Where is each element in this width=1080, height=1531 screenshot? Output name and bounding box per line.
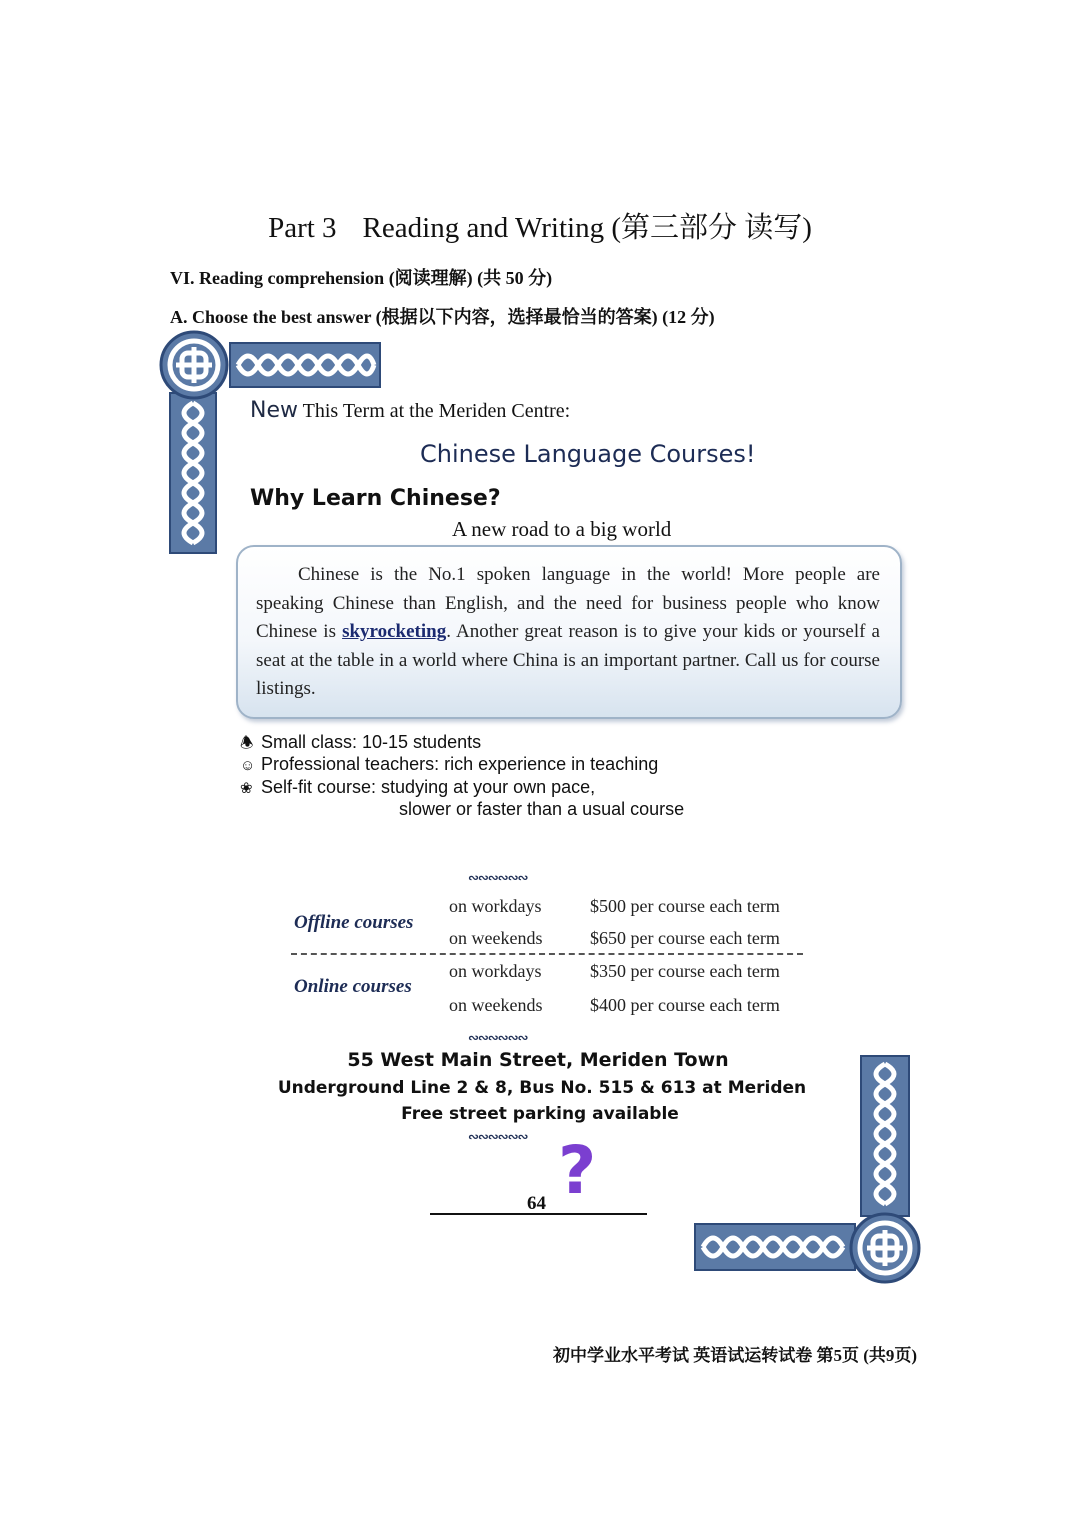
price-row-price: $650 per course each term [590,928,780,948]
smiley-icon: ☺ [240,757,256,774]
subsection-heading: A. Choose the best answer (根据以下内容，选择最恰当的答案) (12 分) [170,307,715,327]
part-label: Part 3 [268,212,337,244]
wave-divider: ∾∾∾∾∾∾ [468,1031,528,1046]
feature-text: Small class: 10-15 students [261,732,482,752]
info-box [236,545,902,719]
feature-self-fit [240,777,595,798]
page-footer: 初中学业水平考试 英语试运转试卷 第5页 (共9页) [553,1346,918,1365]
price-row-price: $400 per course each term [590,995,780,1015]
feature-text: Professional teachers: rich experience in teaching [261,754,659,774]
online-courses-label: Online courses [294,976,412,997]
answer-blank-line [430,1213,647,1215]
price-row-day: on weekends [449,928,543,948]
paragraph-text-cont: . Another great reason is to give your kids or yourself a seat at the table in a world where China is an important partner. Call us for course listings. [256,621,880,699]
info-paragraph [256,561,880,704]
part-heading: Reading and Writing (第三部分 读写) [362,212,812,244]
bell-icon: 🕭 [240,735,254,752]
ad-title: Chinese Language Courses! [420,440,756,468]
offline-courses-label: Offline courses [294,912,414,933]
section-heading: VI. Reading comprehension (阅读理解) (共 50 分) [170,268,553,288]
question-mark-icon: ? [558,1132,597,1209]
part-title [0,205,1080,246]
paragraph-text: Chinese is the No.1 spoken language in the world! More people are speaking Chinese than English, and the need for business people who know Chinese is [256,564,880,642]
flower-icon: ❀ [240,780,253,797]
why-title: Why Learn Chinese? [250,486,501,511]
why-subtitle: A new road to a big world [452,517,672,541]
feature-teachers [240,754,658,775]
blank-number: 64 [527,1193,546,1214]
parking-info: Free street parking available [401,1104,679,1124]
transport-info: Underground Line 2 & 8, Bus No. 515 & 613 at Meriden [277,1078,807,1098]
table-divider [291,953,803,955]
ad-intro [250,398,570,423]
price-row-day: on workdays [449,961,542,981]
address: 55 West Main Street, Meriden Town [347,1049,729,1071]
keyword-skyrocketing: skyrocketing [342,621,447,642]
wave-divider: ∾∾∾∾∾∾ [468,1130,528,1145]
wave-divider: ∾∾∾∾∾∾ [468,871,528,886]
price-row-day: on weekends [449,995,543,1015]
feature-self-fit-cont: slower or faster than a usual course [399,799,685,819]
celtic-border-top-left [158,333,384,555]
price-row-price: $350 per course each term [590,961,780,981]
ad-intro-text: This Term at the Meriden Centre: [298,400,571,422]
price-row-day: on workdays [449,896,542,916]
new-label: New [250,398,298,423]
feature-text: Self-fit course: studying at your own pace, [261,777,596,797]
price-row-price: $500 per course each term [590,896,780,916]
